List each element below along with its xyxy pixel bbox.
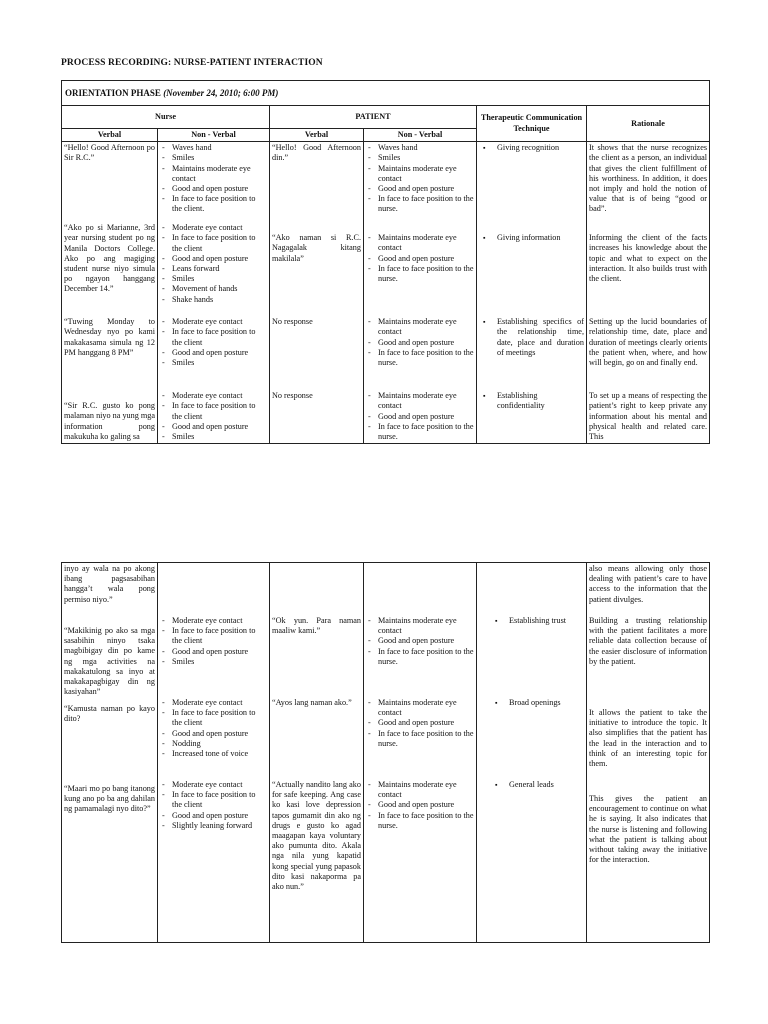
nurse-verbal-text: “Tuwing Monday to Wednesday nyo po kami makakasama simula ng 12 PM hanggang 8 PM” <box>64 317 155 357</box>
nonverbal-item: - Maintains moderate eye contact <box>366 233 474 253</box>
nonverbal-item: - Maintains moderate eye contact <box>366 698 474 718</box>
patient-nonverbal-list <box>366 143 474 233</box>
technique-header: Therapeutic Communication Technique <box>477 106 587 142</box>
nurse-nonverbal-list <box>160 616 267 698</box>
technique-item: ▪ Giving information <box>479 233 584 243</box>
nonverbal-item: - In face to face position to the nurse. <box>366 422 474 442</box>
nurse-verbal-cell <box>62 563 158 943</box>
nonverbal-item: - Moderate eye contact <box>160 317 267 327</box>
table-row <box>62 142 710 444</box>
nurse-verbal-text: “Ako po si Marianne, 3rd year nursing student po ng Manila Doctors College. Ako po ang magiging student nurse niyo simula po ngayon hanggang December 14.” <box>64 223 155 294</box>
rationale-text: It allows the patient to take the initiative to introduce the topic. It also simplifies that the patient has the lead in the interaction and to think of an interesting topic for them. <box>589 708 707 769</box>
patient-verbal-cell <box>270 563 364 943</box>
nonverbal-item: - Moderate eye contact <box>160 616 267 626</box>
nonverbal-item: - Good and open posture <box>160 729 267 739</box>
patient-verbal-cell <box>270 142 364 444</box>
patient-verbal-text: “Ok yun. Para naman maaliw kami.” <box>272 616 361 636</box>
nonverbal-item: - Moderate eye contact <box>160 698 267 708</box>
nonverbal-item: - Good and open posture <box>160 184 267 194</box>
nonverbal-item: - Nodding <box>160 739 267 749</box>
rationale-text: Building a trusting relationship with the patient facilitates a more reliable data collection because of the easier disclosure of information by the patient. <box>589 616 707 666</box>
patient-nonverbal-list <box>366 780 474 831</box>
nurse-verbal-text: “Sir R.C. gusto ko pong malaman niyo na yung mga information pong makukuha ko galing sa <box>64 401 155 441</box>
nonverbal-item: - In face to face position to the client <box>160 327 267 347</box>
phase-date: (November 24, 2010; 6:00 PM) <box>163 87 279 98</box>
technique-item: ▪ Establishing confidentiality <box>479 391 584 411</box>
nurse-verbal-text: “Makikinig po ako sa mga sasabihin ninyo tsaka magbibigay din po kame ng mga activities na makakatulong sa inyo at makakapagbigay din ng kasiyahan” <box>64 626 155 697</box>
phase-label: ORIENTATION PHASE <box>65 87 161 98</box>
nonverbal-item: - Good and open posture <box>160 348 267 358</box>
nonverbal-item: - In face to face position to the nurse. <box>366 811 474 831</box>
nurse-nonverbal-header: Non - Verbal <box>158 129 270 142</box>
nonverbal-item: - Smiles <box>160 153 267 163</box>
nurse-nonverbal-list <box>160 223 267 317</box>
nonverbal-item: - Leans forward <box>160 264 267 274</box>
patient-verbal-text: “Actually nandito lang ako for safe keeping. Ang case ko kasi love depression tapos gumamit din ako ng drugs e gusto ko agad maagapan kaya voluntary ako pumunta dito. Akala nga nila yung kapatid kong special yung papasok dito kasi nakaporma pa ako nun.” <box>272 780 361 892</box>
patient-nonverbal-list <box>366 233 474 317</box>
technique-item: ▪ Giving recognition <box>479 143 584 153</box>
technique-cell <box>477 563 587 943</box>
phase-header <box>62 81 710 106</box>
patient-verbal-text: “Ayos lang naman ako.” <box>272 698 352 707</box>
nonverbal-item: - Waves hand <box>366 143 474 153</box>
nonverbal-item: - Maintains moderate eye contact <box>366 780 474 800</box>
nurse-nonverbal-list <box>160 391 267 442</box>
nonverbal-item: - Good and open posture <box>366 184 474 194</box>
nonverbal-item: - Movement of hands <box>160 284 267 294</box>
technique-cell <box>477 142 587 444</box>
nonverbal-item: - Maintains moderate eye contact <box>366 616 474 636</box>
rationale-header: Rationale <box>587 106 710 142</box>
rationale-text: To set up a means of respecting the patient’s right to keep private any information about his mental and physical health and related care. This <box>589 391 708 442</box>
nurse-header: Nurse <box>62 106 270 129</box>
nonverbal-item: - Smiles <box>160 432 267 442</box>
nonverbal-item: - Good and open posture <box>366 800 474 810</box>
rationale-text: also means allowing only those dealing with patient’s care to have access to the information that the patient divulges. <box>589 564 707 604</box>
patient-nonverbal-cell <box>364 142 477 444</box>
nurse-nonverbal-list <box>160 317 267 391</box>
nonverbal-item: - In face to face position to the client <box>160 233 267 253</box>
technique-item: ▪ Establishing specifics of the relationship time, date, place and duration of meetings <box>479 317 584 358</box>
nurse-nonverbal-cell <box>158 142 270 444</box>
nonverbal-item: - In face to face position to the client. <box>160 194 267 214</box>
patient-nonverbal-list <box>366 616 474 698</box>
nonverbal-item: - Good and open posture <box>366 636 474 646</box>
patient-verbal-text: “Ako naman si R.C. Nagagalak kitang makilala” <box>272 233 361 263</box>
nonverbal-item: - Waves hand <box>160 143 267 153</box>
technique-item: ▪ Broad openings <box>479 698 584 708</box>
rationale-cell <box>587 563 710 943</box>
nonverbal-item: - Smiles <box>160 657 267 667</box>
patient-verbal-text: No response <box>272 391 313 401</box>
nurse-verbal-cell <box>62 142 158 444</box>
patient-nonverbal-list <box>366 391 474 442</box>
nonverbal-item: - Shake hands <box>160 295 267 305</box>
patient-verbal-header: Verbal <box>270 129 364 142</box>
nonverbal-item: - Maintains moderate eye contact <box>366 164 474 184</box>
patient-header: PATIENT <box>270 106 477 129</box>
page1-body <box>62 142 710 444</box>
nurse-nonverbal-cell <box>158 563 270 943</box>
nonverbal-item: - Good and open posture <box>160 647 267 657</box>
table-row <box>62 563 710 943</box>
patient-nonverbal-header: Non - Verbal <box>364 129 477 142</box>
nurse-verbal-text: inyo ay wala na po akong ibang pagsasabihan hangga’t wala pong permiso niyo.” <box>64 564 155 604</box>
patient-nonverbal-list <box>366 698 474 780</box>
nonverbal-item: - In face to face position to the client <box>160 708 267 728</box>
nonverbal-item: - In face to face position to the client <box>160 790 267 810</box>
nonverbal-item: - Moderate eye contact <box>160 780 267 790</box>
process-recording-table-page2 <box>61 562 710 943</box>
nonverbal-item: - In face to face position to the nurse. <box>366 348 474 368</box>
patient-nonverbal-cell <box>364 563 477 943</box>
rationale-text: It shows that the nurse recognizes the client as a person, an individual that gives the client fulfillment of his worthiness. In addition, it does not imply and hold the notion of value that is of being “good or bad”. <box>589 143 708 214</box>
nurse-nonverbal-list <box>160 780 267 831</box>
rationale-text: This gives the patient an encouragement to continue on what he is saying. It also indicates that the nurse is listening and following what the patient is talking about without taking away the initiative for the interaction. <box>589 794 707 865</box>
nurse-nonverbal-list <box>160 143 267 223</box>
patient-verbal-text: “Hello! Good Afternoon din.” <box>272 143 361 163</box>
nonverbal-item: - Good and open posture <box>366 254 474 264</box>
nonverbal-item: - Good and open posture <box>160 811 267 821</box>
patient-verbal-text: No response <box>272 317 313 327</box>
nonverbal-item: - In face to face position to the client <box>160 626 267 646</box>
nonverbal-item: - Maintains moderate eye contact <box>160 164 267 184</box>
nonverbal-item: - Smiles <box>160 274 267 284</box>
technique-item: ▪ Establishing trust <box>479 616 584 626</box>
nonverbal-item: - Smiles <box>366 153 474 163</box>
nonverbal-item: - In face to face position to the nurse. <box>366 194 474 214</box>
nurse-verbal-text: “Maari mo po bang itanong kung ano po ba ang dahilan ng pamamalagi nyo dito?” <box>64 784 155 814</box>
nonverbal-item: - In face to face position to the nurse. <box>366 647 474 667</box>
nonverbal-item: - Good and open posture <box>366 338 474 348</box>
nonverbal-item: - Maintains moderate eye contact <box>366 317 474 337</box>
patient-nonverbal-list <box>366 317 474 391</box>
nonverbal-item: - In face to face position to the nurse. <box>366 264 474 284</box>
nonverbal-item: - In face to face position to the nurse. <box>366 729 474 749</box>
document-title: PROCESS RECORDING: NURSE-PATIENT INTERACTION <box>61 58 323 68</box>
nurse-nonverbal-list <box>160 698 267 780</box>
nonverbal-item: - Good and open posture <box>366 412 474 422</box>
nonverbal-item: - Good and open posture <box>366 718 474 728</box>
nonverbal-item: - Good and open posture <box>160 254 267 264</box>
nonverbal-item: - Smiles <box>160 358 267 368</box>
nonverbal-item: - Moderate eye contact <box>160 391 267 401</box>
nonverbal-item: - Moderate eye contact <box>160 223 267 233</box>
nonverbal-item: - Increased tone of voice <box>160 749 267 759</box>
nurse-verbal-text: “Hello! Good Afternoon po Sir R.C.” <box>64 143 155 163</box>
nonverbal-item: - Maintains moderate eye contact <box>366 391 474 411</box>
nurse-verbal-header: Verbal <box>62 129 158 142</box>
nurse-verbal-text: “Kamusta naman po kayo dito? <box>64 704 155 724</box>
nonverbal-item: - Good and open posture <box>160 422 267 432</box>
rationale-cell <box>587 142 710 444</box>
rationale-text: Informing the client of the facts increases his knowledge about the topic and what to expect on the interaction. It also builds trust with the client. <box>589 233 708 284</box>
rationale-text: Setting up the lucid boundaries of relationship time, date, place and duration of meetings clearly orients the patient when, where, and how will begin, go on and finally end. <box>589 317 708 368</box>
nonverbal-item: - In face to face position to the client <box>160 401 267 421</box>
technique-item: ▪ General leads <box>479 780 584 790</box>
process-recording-table-page1 <box>61 80 710 444</box>
nonverbal-item: - Slightly leaning forward <box>160 821 267 831</box>
